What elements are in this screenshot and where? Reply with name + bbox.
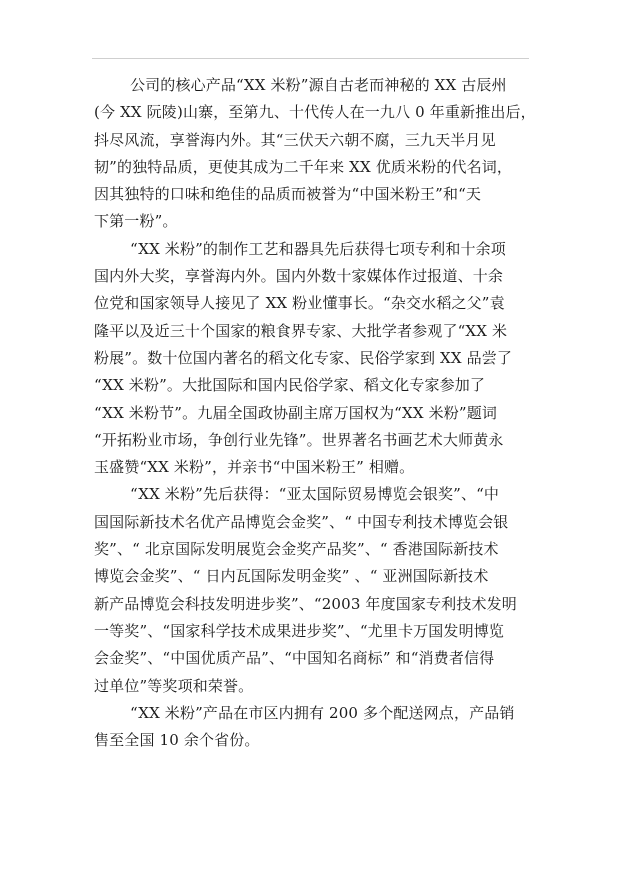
- text-line: 奖”、“ 北京国际发明展览会金奖产品奖”、“ 香港国际新技术: [94, 540, 499, 559]
- text-line: 隆平以及近三十个国家的粮食界专家、大批学者参观了“XX 米: [94, 321, 508, 340]
- text-line: “XX 米粉”的制作工艺和器具先后获得七项专利和十余项: [130, 239, 506, 258]
- text-line: 售至全国 10 余个省份。: [94, 731, 260, 750]
- text-line: “XX 米粉”先后获得：“亚太国际贸易博览会银奖”、“中: [130, 485, 500, 504]
- text-line: 公司的核心产品“XX 米粉”源自古老而神秘的 XX 古辰州: [130, 76, 507, 94]
- text-line: 新产品博览会科技发明进步奖”、“2003 年度国家专利技术发明: [94, 594, 517, 613]
- text-line: 会金奖”、“中国优质产品”、“中国知名商标” 和“消费者信得: [94, 649, 495, 668]
- text-line: 博览会金奖”、“ 日内瓦国际发明金奖” 、“ 亚洲国际新技术: [94, 567, 489, 586]
- paragraph-2: [94, 236, 530, 482]
- paragraph-1: [94, 72, 536, 236]
- text-line: 位党和国家领导人接见了 XX 粉业懂事长。“杂交水稻之父”袁: [94, 294, 505, 313]
- text-line: “XX 米粉”产品在市区内拥有 200 多个配送网点，产品销: [130, 703, 515, 722]
- text-line: 粉展”。数十位国内著名的稻文化专家、民俗学家到 XX 品尝了: [94, 348, 513, 367]
- paragraph-3: [94, 481, 530, 699]
- text-line: “开拓粉业市场，争创行业先锋”。世界著名书画艺术大师黄永: [94, 430, 504, 449]
- text-line: 抖尽风流，享誉海内外。其“三伏天六朝不腐，三九天半月见: [94, 130, 496, 149]
- text-line: “XX 米粉”。大批国际和国内民俗学家、稻文化专家参加了: [94, 376, 486, 395]
- text-line: 玉盛赞“XX 米粉”，并亲书“中国米粉王” 相赠。: [94, 458, 415, 477]
- text-line: 下第一粉”。: [94, 212, 178, 231]
- document-body: [94, 72, 536, 754]
- text-line: 国内外大奖，享誉海内外。国内外数十家媒体作过报道、十余: [94, 267, 504, 286]
- text-line: 过单位”等奖项和荣誉。: [94, 676, 254, 695]
- text-line: 因其独特的口味和绝佳的品质而被誉为“中国米粉王”和“天: [94, 185, 482, 204]
- text-line: (今 XX 阮陵)山寨，至第九、十代传人在一九八 0 年重新推出后，: [94, 103, 536, 122]
- text-line: 一等奖”、“国家科学技术成果进步奖”、“尤里卡万国发明博览: [94, 621, 505, 640]
- paragraph-4: [94, 700, 530, 755]
- text-line: “XX 米粉节”。九届全国政协副主席万国权为“XX 米粉”题词: [94, 403, 497, 422]
- header-rule: [92, 58, 529, 59]
- text-line: 国国际新技术名优产品博览会金奖”、“ 中国专利技术博览会银: [94, 512, 509, 531]
- text-line: 韧”的独特品质，更使其成为二千年来 XX 优质米粉的代名词，: [94, 157, 513, 176]
